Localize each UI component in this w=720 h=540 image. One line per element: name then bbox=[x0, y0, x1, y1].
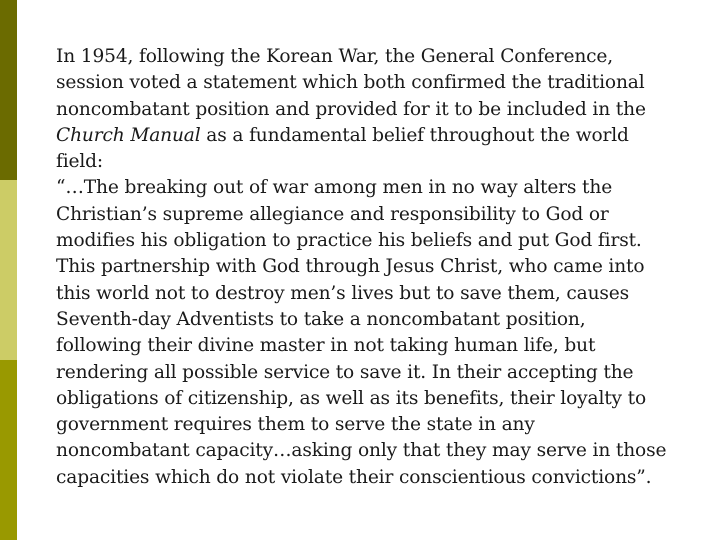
sidebar-segment-top bbox=[0, 0, 17, 180]
quote-line: This partnership with God through Jesus Christ, who came into bbox=[56, 256, 645, 278]
quote-line: this world not to destroy men’s lives but to save them, causes bbox=[56, 282, 630, 304]
church-manual-title: Church Manual bbox=[56, 124, 201, 146]
text-line: field: bbox=[56, 151, 104, 173]
sidebar-segment-middle bbox=[0, 180, 17, 360]
text-line-continuation: as a fundamental belief throughout the world bbox=[200, 124, 629, 146]
quote-line: obligations of citizenship, as well as its benefits, their loyalty to bbox=[56, 387, 647, 409]
quote-line: rendering all possible service to save it. In their accepting the bbox=[56, 361, 634, 383]
quote-line: “…The breaking out of war among men in no way alters the bbox=[56, 177, 613, 199]
quote-line: Seventh-day Adventists to take a noncombatant position, bbox=[56, 308, 586, 330]
quote-line: following their divine master in not taking human life, but bbox=[56, 335, 596, 357]
sidebar-accent-bar bbox=[0, 0, 17, 540]
quote-line: government requires them to serve the state in any bbox=[56, 414, 535, 436]
quote-line: capacities which do not violate their conscientious convictions”. bbox=[56, 466, 652, 488]
text-line bbox=[56, 123, 701, 149]
body-text bbox=[56, 44, 701, 491]
text-line: noncombatant position and provided for it to be included in the bbox=[56, 98, 646, 120]
text-line: In 1954, following the Korean War, the General Conference, bbox=[56, 46, 614, 67]
quote-line: Christian’s supreme allegiance and responsibility to God or bbox=[56, 203, 609, 225]
text-line: session voted a statement which both confirmed the traditional bbox=[56, 72, 645, 94]
quote-line: modifies his obligation to practice his beliefs and put God first. bbox=[56, 230, 642, 252]
sidebar-segment-bottom bbox=[0, 360, 17, 540]
quote-line: noncombatant capacity…asking only that they may serve in those bbox=[56, 440, 667, 462]
